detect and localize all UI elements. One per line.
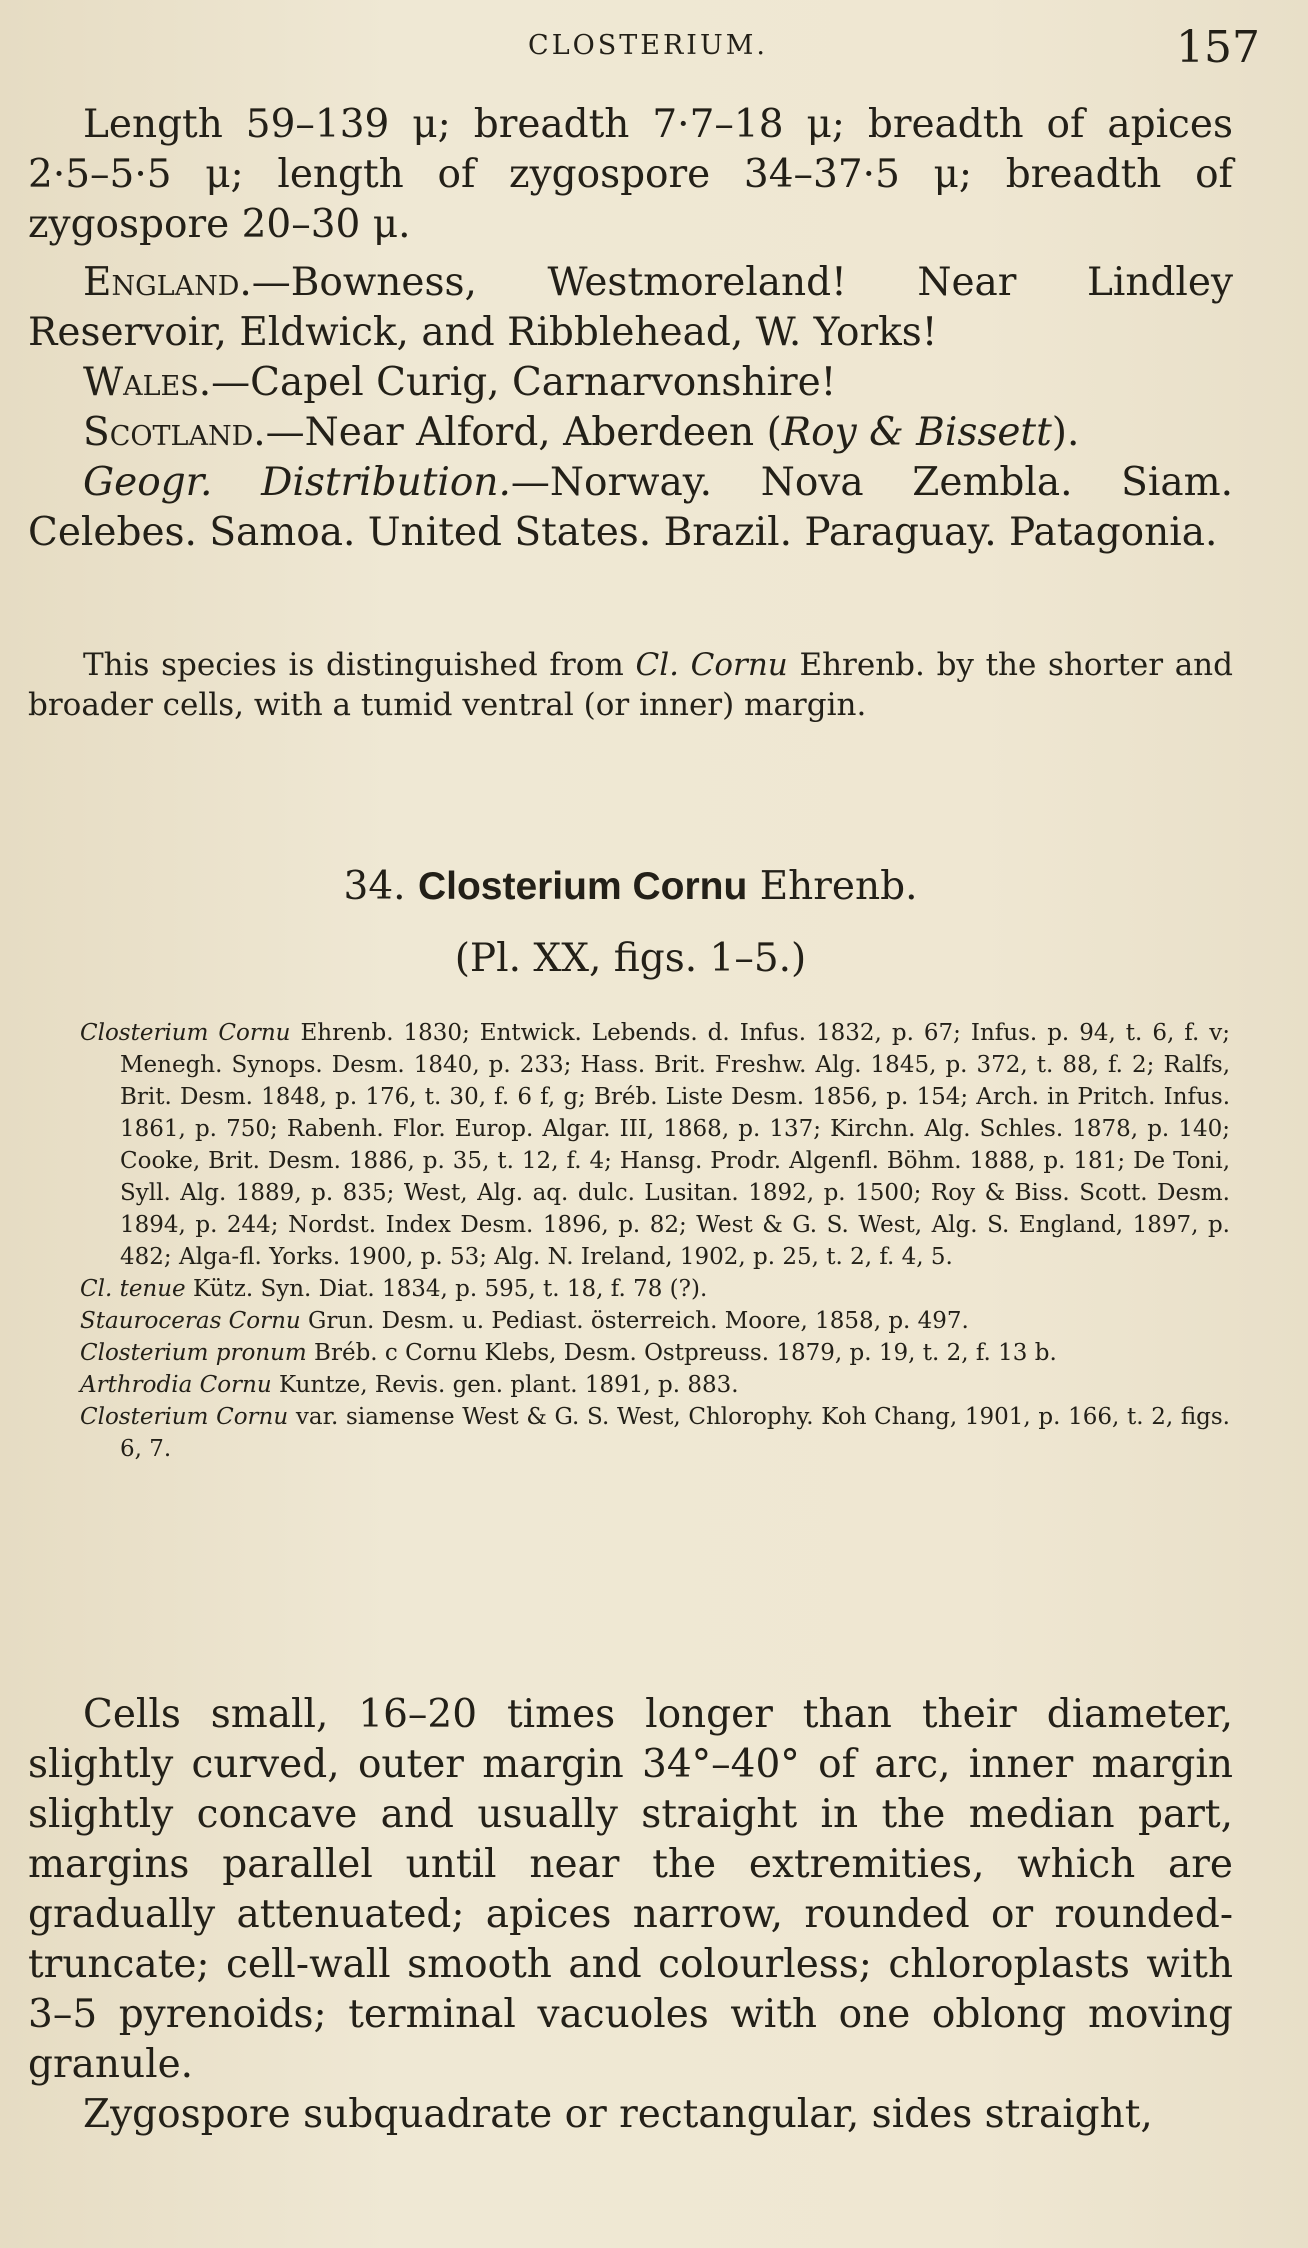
- scotland-text: —Near Alford, Aberdeen (: [265, 410, 782, 455]
- description-block: [28, 1690, 1233, 2140]
- synonym-name: Stauroceras Cornu: [80, 1308, 301, 1334]
- wales-paragraph: [28, 358, 1233, 408]
- synonym-name: Closterium pronum: [80, 1340, 307, 1366]
- synonym-entry: [80, 1337, 1230, 1369]
- page-number: 157: [1176, 22, 1260, 73]
- england-label: England.: [83, 260, 252, 305]
- wales-text: —Capel Curig, Carnarvonshire!: [211, 360, 837, 405]
- note-species: Cl. Cornu: [635, 647, 788, 683]
- synonym-name: Cl. tenue: [80, 1276, 186, 1302]
- synonym-text: Grun. Desm. u. Pediast. österreich. Moore, 1858, p. 497.: [300, 1308, 969, 1334]
- species-title: [28, 862, 1233, 912]
- wales-label: Wales.: [83, 360, 212, 405]
- note-after: Ehrenb. by the shorter and broader cells, with a tumid ventral (or inner) margin.: [28, 647, 1233, 723]
- synonymy-block: [80, 1017, 1230, 1465]
- synonym-name: Arthrodia Cornu: [80, 1372, 272, 1398]
- synonym-entry: [80, 1273, 1230, 1305]
- plate-reference: (Pl. XX, figs. 1–5.): [454, 936, 807, 981]
- scotland-authors: Roy & Bissett: [781, 410, 1052, 455]
- description-paragraph: Cells small, 16–20 times longer than their diameter, slightly curved, outer margin 34°–40° of arc, inner margin slightly concave and usually straight in the median part, margins parallel until near the extremities, which are gradually attenuated; apices narrow, rounded or rounded-truncate; cell-wall smooth and colourless; chloroplasts with 3–5 pyrenoids; terminal vacuoles with one oblong moving granule.: [28, 1692, 1233, 2087]
- measurements-block: [28, 100, 1233, 250]
- zygospore-paragraph: Zygospore subquadrate or rectangular, sides straight,: [83, 2092, 1153, 2137]
- synonym-entry: [80, 1401, 1230, 1465]
- synonym-text: Ehrenb. 1830; Entwick. Lebends. d. Infus. 1832, p. 67; Infus. p. 94, t. 6, f. v; Menegh. Synops. Desm. 1840, p. 233; Hass. Brit. Freshw. Alg. 1845, p. 372, t. 88, f. 2; Ralfs, Brit. Desm. 1848, p. 176, t. 30, f. 6 f, g; Bréb. Liste Desm. 1856, p. 154; Arch. in Pritch. Infus. 1861, p. 750; Rabenh. Flor. Europ. Algar. III, 1868, p. 137; Kirchn. Alg. Schles. 1878, p. 140; Cooke, Brit. Desm. 1886, p. 35, t. 12, f. 4; Hansg. Prodr. Algenfl. Böhm. 1888, p. 181; De Toni, Syll. Alg. 1889, p. 835; West, Alg. aq. dulc. Lusitan. 1892, p. 1500; Roy & Biss. Scott. Desm. 1894, p. 244; Nordst. Index Desm. 1896, p. 82; West & G. S. West, Alg. S. England, 1897, p. 482; Alga-fl. Yorks. 1900, p. 53; Alg. N. Ireland, 1902, p. 25, t. 2, f. 4, 5.: [120, 1020, 1231, 1270]
- species-number: 34.: [343, 864, 406, 909]
- distribution-block: [28, 258, 1233, 558]
- synonym-text: Kuntze, Revis. gen. plant. 1891, p. 883.: [271, 1372, 739, 1398]
- species-heading: [28, 862, 1233, 984]
- note-before: This species is distinguished from: [83, 647, 636, 683]
- synonym-name: Closterium Cornu: [80, 1404, 289, 1430]
- species-author: Ehrenb.: [759, 864, 918, 909]
- scotland-label: Scotland.: [83, 410, 266, 455]
- england-paragraph: [28, 258, 1233, 358]
- note-paragraph: [28, 645, 1233, 725]
- measurements-paragraph: Length 59–139 μ; breadth 7·7–18 μ; breadth of apices 2·5–5·5 μ; length of zygospore 34–37·5 μ; breadth of zygospore 20–30 μ.: [28, 102, 1233, 247]
- scotland-end: ).: [1051, 410, 1080, 455]
- synonym-entry: [80, 1369, 1230, 1401]
- species-name: Closterium Cornu: [417, 865, 748, 908]
- synonym-name: Closterium Cornu: [80, 1020, 291, 1046]
- geogr-label: Geogr. Distribution.: [83, 460, 511, 505]
- note-block: [28, 645, 1233, 725]
- running-title: CLOSTERIUM.: [528, 30, 768, 61]
- synonym-entry: [80, 1305, 1230, 1337]
- geogr-paragraph: [28, 458, 1233, 558]
- synonym-text: Kütz. Syn. Diat. 1834, p. 595, t. 18, f. 78 (?).: [185, 1276, 708, 1302]
- synonym-text: var. siamense West & G. S. West, Chlorophy. Koh Chang, 1901, p. 166, t. 2, figs. 6, 7.: [120, 1404, 1230, 1462]
- geogr-text: —Norway. Nova Zembla. Siam. Celebes. Samoa. United States. Brazil. Paraguay. Patagonia.: [28, 460, 1234, 555]
- scotland-paragraph: [28, 408, 1233, 458]
- page-header: [28, 22, 1268, 72]
- synonym-text: Bréb. c Cornu Klebs, Desm. Ostpreuss. 1879, p. 19, t. 2, f. 13 b.: [306, 1340, 1057, 1366]
- england-text: —Bowness, Westmoreland! Near Lindley Reservoir, Eldwick, and Ribblehead, W. Yorks!: [28, 260, 1233, 355]
- synonym-entry: [80, 1017, 1230, 1273]
